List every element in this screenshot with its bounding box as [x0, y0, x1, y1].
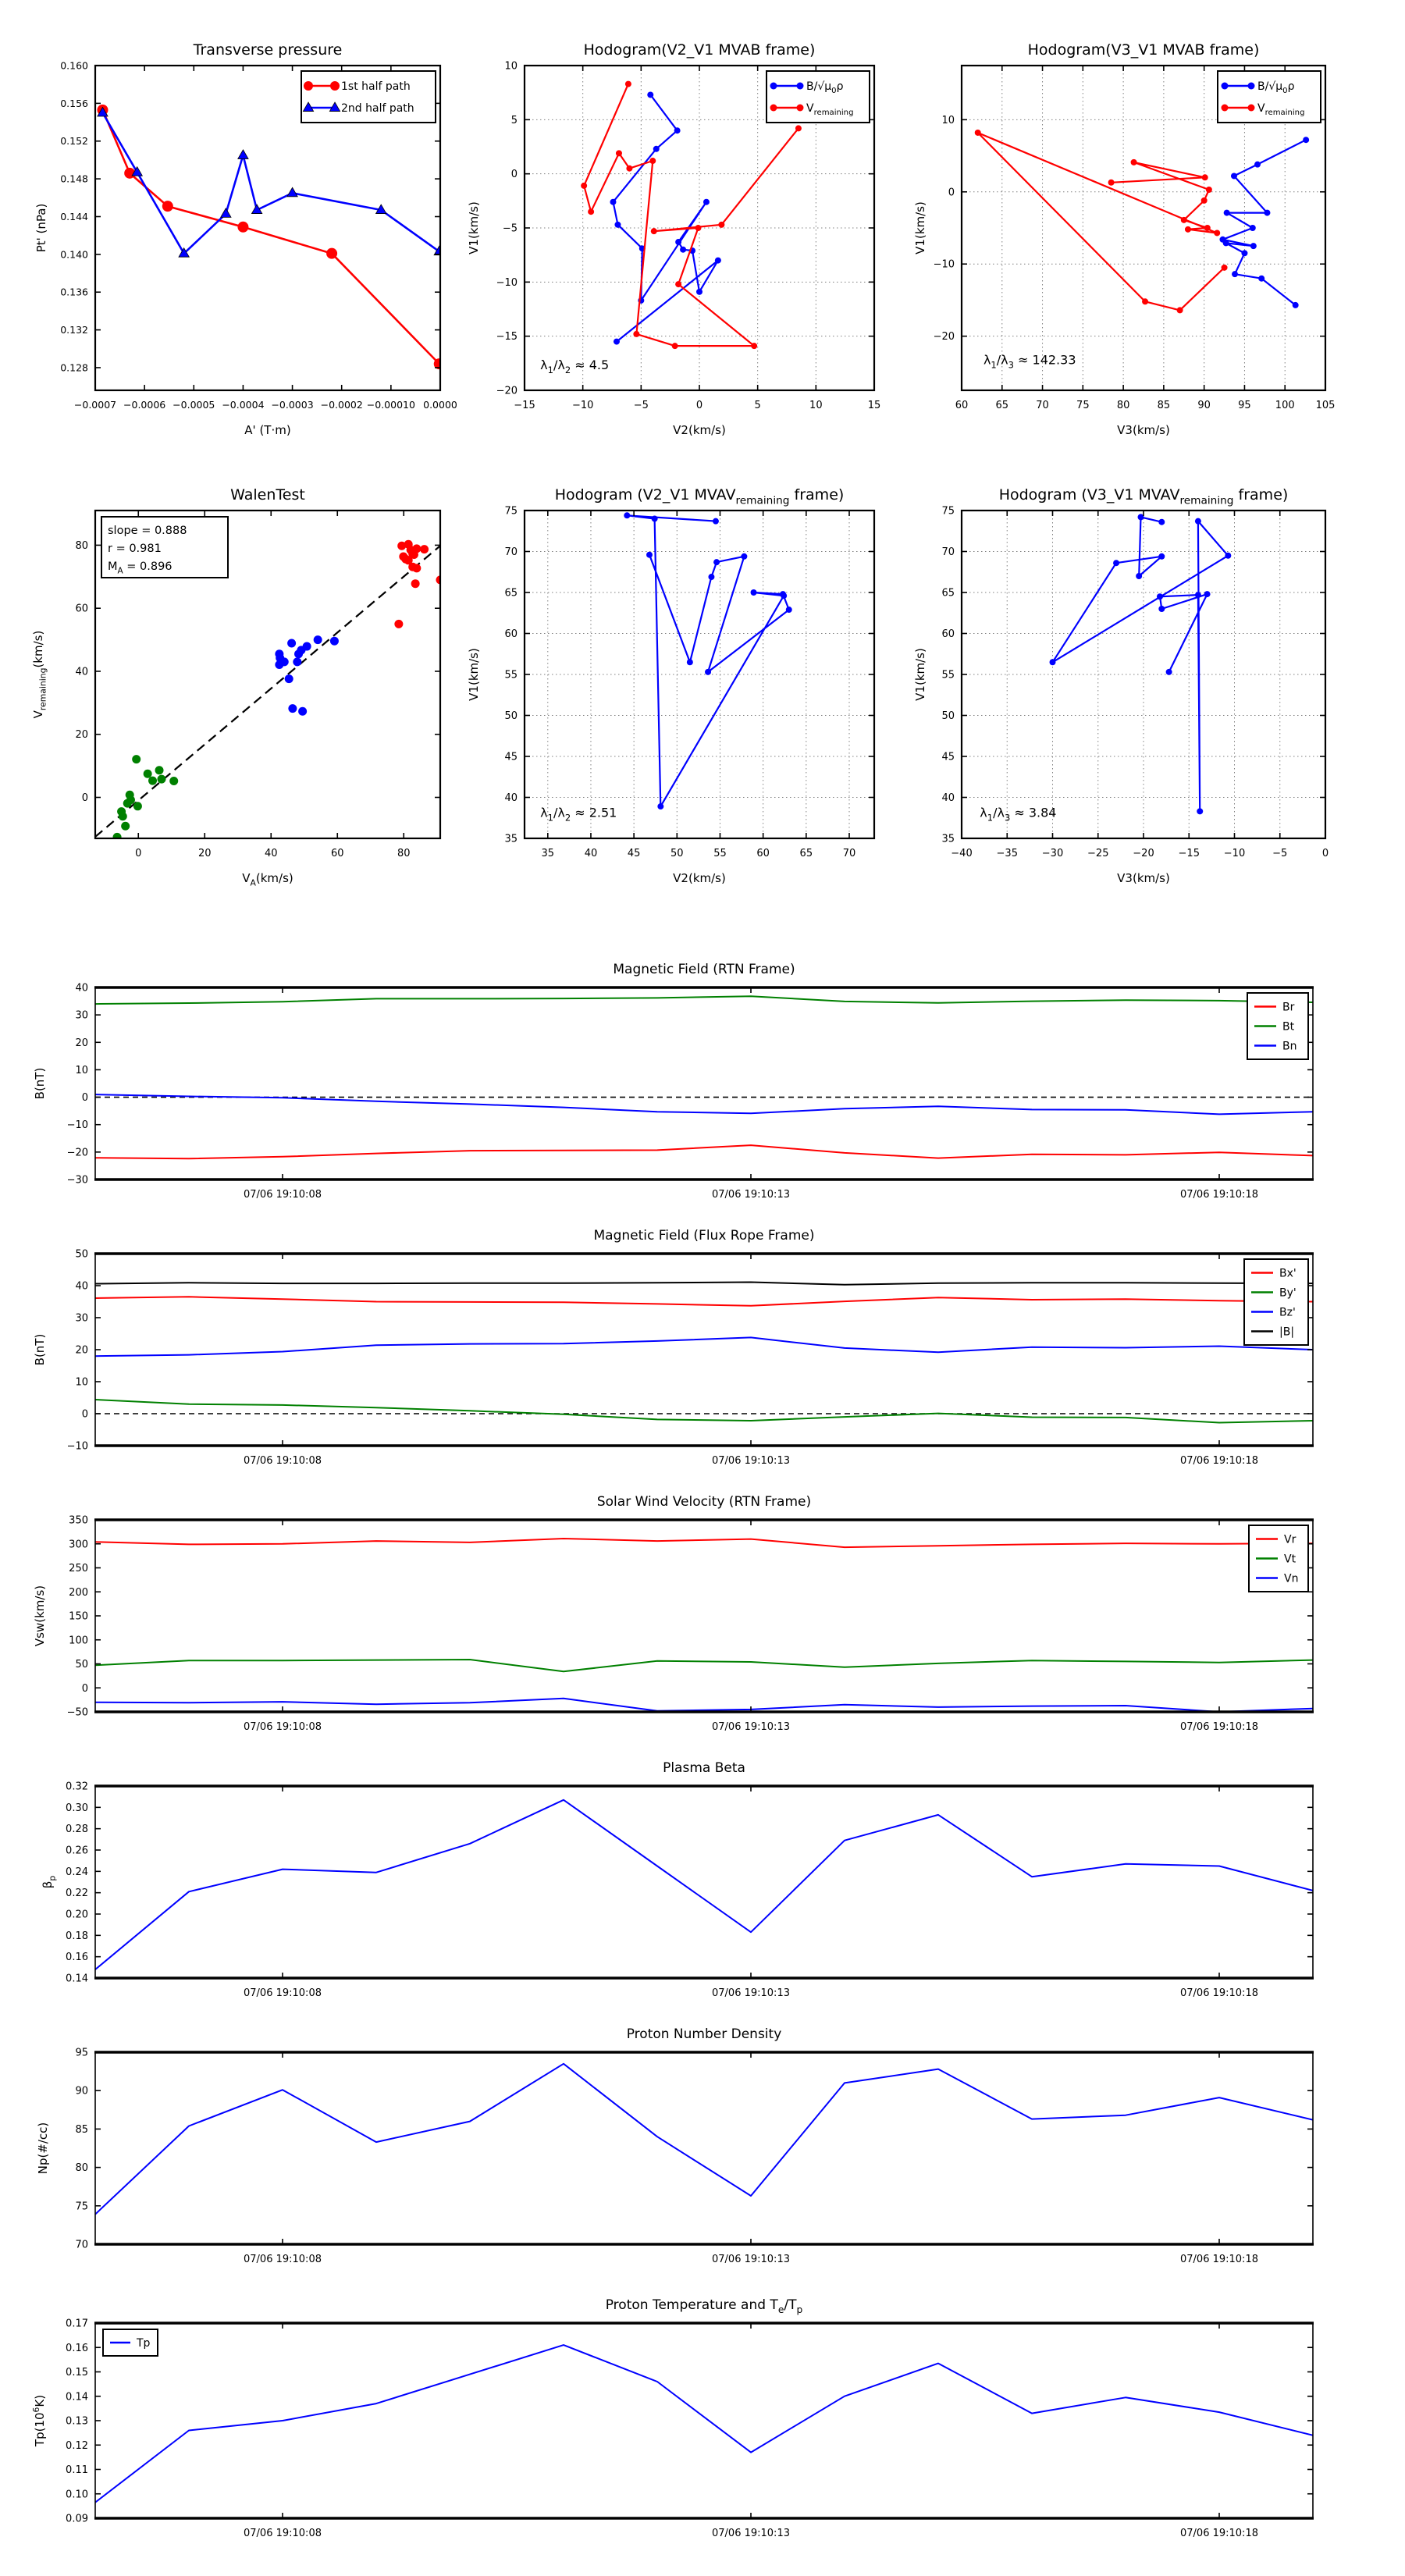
chart-title: WalenTest	[230, 486, 305, 503]
y-tick-label: 10	[75, 1376, 88, 1389]
plot-area	[95, 996, 1313, 1158]
series-b-0	[1219, 137, 1309, 308]
y-tick-label: 0.32	[66, 1781, 88, 1793]
y-tick-label: 0.24	[66, 1866, 88, 1878]
legend-box	[1247, 993, 1308, 1059]
y-tick-label: 0.15	[66, 2367, 88, 2379]
x-tick-label: 105	[1315, 400, 1336, 411]
y-tick-label: 35	[941, 833, 955, 845]
y-tick-label: 50	[941, 710, 955, 722]
series-v-remaining	[975, 130, 1228, 313]
y-tick-label: 0.160	[60, 59, 88, 72]
y-axis-label: Pt' (nPa)	[34, 203, 48, 253]
y-tick-label: −30	[66, 1174, 88, 1187]
x-tick-label: 07/06 19:10:18	[1180, 2528, 1258, 2539]
y-tick-label: 80	[75, 539, 88, 552]
y-tick-label: 350	[69, 1514, 88, 1527]
y-tick-label: 200	[69, 1586, 88, 1599]
series-cluster-blue	[275, 635, 339, 716]
x-tick-label: 07/06 19:10:13	[712, 2528, 790, 2539]
y-tick-label: 0.128	[60, 361, 88, 374]
y-tick-label: 40	[75, 1280, 88, 1293]
y-tick-label: 0	[81, 792, 88, 804]
axis-ticks	[95, 987, 1313, 1179]
x-tick-label: −30	[1041, 848, 1064, 859]
y-tick-label: −10	[496, 276, 518, 289]
y-axis-label: B(nT)	[33, 1067, 47, 1100]
x-tick-label: 07/06 19:10:13	[712, 1455, 790, 1467]
axes-frame	[95, 1520, 1313, 1712]
x-tick-label: 40	[584, 848, 598, 859]
legend-label: Br	[1282, 1001, 1295, 1014]
y-tick-label: 65	[504, 587, 518, 600]
series-vt	[95, 1660, 1313, 1671]
y-tick-label: 0.132	[60, 324, 88, 336]
series-1st-half-path	[97, 105, 444, 369]
panel-transverse-pressure	[23, 17, 461, 454]
x-tick-label: 70	[842, 848, 856, 859]
y-tick-label: 0.16	[66, 2342, 88, 2354]
chart-vsw-rtn-svg	[23, 1481, 1382, 1747]
x-tick-label: 60	[955, 400, 969, 411]
lambda-annotation: $\lambda_1/\lambda_2 \approx 4.5$	[540, 357, 610, 375]
y-tick-label: 45	[504, 751, 518, 763]
x-tick-label: 65	[995, 400, 1009, 411]
y-tick-label: 85	[75, 2123, 88, 2136]
y-tick-label: 0.18	[66, 1930, 88, 1942]
legend-box	[1218, 71, 1321, 123]
legend-box	[767, 71, 870, 123]
x-tick-label: 20	[197, 848, 212, 859]
y-tick-label: 0.10	[66, 2489, 88, 2501]
series-bx	[95, 1297, 1313, 1306]
y-tick-label: 0	[948, 187, 955, 199]
series-fit-line	[95, 546, 440, 837]
y-tick-label: 65	[941, 587, 955, 600]
x-tick-label: 07/06 19:10:08	[244, 2528, 322, 2539]
panel-proton-temp	[23, 2279, 1382, 2560]
legend-label: Bn	[1282, 1040, 1297, 1053]
series-bt	[95, 996, 1313, 1004]
x-tick-label: −0.0004	[222, 399, 265, 411]
y-tick-label: −10	[933, 258, 955, 271]
legend-label: 1st half path	[341, 80, 411, 93]
axis-ticks	[95, 1786, 1313, 1978]
series-br	[95, 1145, 1313, 1158]
x-tick-label: 07/06 19:10:18	[1180, 1189, 1258, 1201]
y-tick-label: −20	[66, 1147, 88, 1159]
panel-walen-test	[23, 454, 461, 899]
plot-area	[95, 1800, 1313, 1969]
y-tick-label: −20	[496, 385, 518, 397]
x-tick-label: 50	[670, 848, 684, 859]
panel-hodogram-v2v1-mvav	[461, 454, 898, 899]
axis-ticks	[95, 2052, 1313, 2244]
chart-proton-density-svg	[23, 2013, 1382, 2279]
x-tick-label: −0.0002	[320, 399, 363, 411]
x-tick-label: 65	[799, 848, 813, 859]
x-tick-label: 0.0000	[423, 399, 457, 411]
x-tick-label: −40	[951, 848, 973, 859]
y-tick-label: 10	[75, 1064, 88, 1076]
series-v-hodogram	[624, 512, 791, 809]
y-tick-label: 10	[504, 60, 518, 73]
y-tick-label: 80	[75, 2162, 88, 2175]
y-tick-label: 150	[69, 1610, 88, 1623]
legend-label: $V_{remaining}$	[1257, 101, 1305, 118]
y-tick-label: 0.12	[66, 2439, 88, 2452]
y-axis-label: V1(km/s)	[467, 648, 481, 701]
x-axis-label: A' (T·m)	[244, 423, 291, 437]
y-tick-label: 95	[75, 2047, 88, 2059]
y-tick-label: 55	[504, 669, 518, 681]
y-tick-label: 70	[941, 546, 955, 558]
y-axis-label: $Tp(10^6K)$	[31, 2394, 47, 2447]
plot-area	[97, 105, 444, 369]
y-tick-label: 0.30	[66, 1802, 88, 1814]
x-tick-label: 07/06 19:10:08	[244, 1189, 322, 1201]
y-tick-label: 0.13	[66, 2415, 88, 2428]
x-axis-label: V3(km/s)	[1117, 423, 1170, 437]
chart-title: Plasma Beta	[663, 1760, 745, 1776]
x-tick-label: 07/06 19:10:13	[712, 1721, 790, 1733]
series-vr	[95, 1539, 1313, 1547]
chart-hodogram-v2v1-mvav-svg	[461, 454, 898, 899]
y-tick-label: 0.17	[66, 2318, 88, 2330]
y-tick-label: 100	[69, 1635, 88, 1647]
x-tick-label: 85	[1157, 400, 1171, 411]
y-tick-label: 20	[75, 1037, 88, 1049]
y-tick-label: 0.140	[60, 248, 88, 261]
axes-frame	[95, 2052, 1313, 2244]
y-tick-label: 75	[504, 505, 518, 518]
panel-b-fluxrope	[23, 1215, 1382, 1481]
chart-title: Hodogram(V3_V1 MVAB frame)	[1027, 41, 1260, 59]
chart-proton-temp-svg	[23, 2279, 1382, 2560]
chart-title: Proton Temperature and $T_e/T_p$	[605, 2297, 803, 2316]
y-tick-label: 60	[941, 628, 955, 640]
x-tick-label: 55	[713, 848, 727, 859]
x-tick-label: 80	[397, 848, 411, 859]
x-tick-label: 07/06 19:10:13	[712, 1987, 790, 1999]
legend-label: Vn	[1284, 1572, 1299, 1585]
y-tick-label: 0.14	[66, 1973, 88, 1985]
x-tick-label: −0.0003	[271, 399, 314, 411]
legend-box	[103, 2329, 158, 2356]
legend-label: Bt	[1282, 1020, 1295, 1034]
y-tick-label: 0	[81, 1092, 88, 1105]
x-tick-label: 90	[1197, 400, 1211, 411]
y-tick-label: 40	[941, 792, 955, 804]
lambda-annotation: $\lambda_1/\lambda_3 \approx 3.84$	[980, 805, 1057, 824]
x-tick-label: 0	[1321, 848, 1329, 859]
chart-title: Solar Wind Velocity (RTN Frame)	[596, 1494, 812, 1510]
legend-label: $B/√\mu_0\rho$	[1257, 80, 1295, 96]
y-tick-label: 60	[75, 603, 88, 615]
chart-b-rtn-svg	[23, 948, 1382, 1215]
stats-line: r = 0.981	[108, 543, 162, 555]
x-tick-label: 15	[867, 400, 881, 411]
y-tick-label: 70	[504, 546, 518, 558]
lambda-annotation: $\lambda_1/\lambda_2 \approx 2.51$	[540, 805, 617, 824]
chart-title: Magnetic Field (RTN Frame)	[613, 962, 795, 977]
y-tick-label: 0.144	[60, 210, 88, 222]
legend-label: Bz'	[1279, 1306, 1296, 1319]
y-tick-label: 40	[504, 792, 518, 804]
legend-box	[1249, 1525, 1308, 1592]
series-bz	[95, 1337, 1313, 1356]
y-tick-label: 90	[75, 2085, 88, 2097]
y-tick-label: 0.152	[60, 135, 88, 148]
series-beta-p	[95, 1800, 1313, 1969]
panel-vsw-rtn	[23, 1481, 1382, 1747]
y-tick-label: 10	[941, 114, 955, 126]
series-b	[95, 1283, 1313, 1285]
x-tick-label: 07/06 19:10:13	[712, 1189, 790, 1201]
y-axis-label: V1(km/s)	[913, 201, 927, 254]
x-tick-label: 07/06 19:10:18	[1180, 1455, 1258, 1467]
x-tick-label: 60	[330, 848, 344, 859]
y-tick-label: 30	[75, 1312, 88, 1325]
legend-label: 2nd half path	[341, 101, 414, 115]
lambda-annotation: $\lambda_1/\lambda_3 \approx 142.33$	[983, 352, 1076, 371]
y-tick-label: −10	[66, 1440, 88, 1453]
series-cluster-red	[394, 540, 444, 628]
axes-frame	[95, 987, 1313, 1179]
x-tick-label: −15	[1178, 848, 1200, 859]
stats-line: slope = 0.888	[108, 525, 187, 537]
y-axis-label: $\beta_p$	[41, 1875, 58, 1889]
x-axis-label: V2(km/s)	[673, 423, 726, 437]
y-tick-label: 55	[941, 669, 955, 681]
chart-title: Transverse pressure	[193, 41, 343, 59]
legend-label: By'	[1279, 1286, 1297, 1300]
x-tick-label: 35	[541, 848, 555, 859]
y-tick-label: 45	[941, 751, 955, 763]
x-tick-label: −0.00010	[366, 399, 415, 411]
plot-area	[95, 1539, 1313, 1712]
x-tick-label: −20	[1133, 848, 1154, 859]
series-by	[95, 1400, 1313, 1423]
y-axis-label: $V_{remaining}(km/s)$	[31, 630, 48, 719]
chart-hodogram-v3v1-mvav-svg	[913, 454, 1403, 899]
legend-label: $V_{remaining}$	[806, 101, 854, 118]
y-tick-label: 0	[81, 1408, 88, 1421]
stats-line: $M_A = 0.896$	[108, 560, 173, 576]
x-tick-label: 07/06 19:10:08	[244, 1987, 322, 1999]
x-axis-label: $V_A(km/s)$	[242, 871, 293, 888]
y-tick-label: 60	[504, 628, 518, 640]
panel-hodogram-v3v1-mvab	[913, 17, 1403, 454]
y-tick-label: 0.09	[66, 2513, 88, 2525]
y-tick-label: 20	[75, 729, 88, 742]
x-tick-label: 07/06 19:10:08	[244, 2254, 322, 2265]
stats-box	[101, 517, 228, 578]
y-tick-label: 40	[75, 666, 88, 678]
x-tick-label: −0.0007	[73, 399, 117, 411]
y-tick-label: 50	[504, 710, 518, 722]
y-tick-label: 30	[75, 1009, 88, 1022]
x-tick-label: −25	[1087, 848, 1109, 859]
chart-b-fluxrope-svg	[23, 1215, 1382, 1481]
x-tick-label: −5	[1272, 848, 1288, 859]
y-tick-label: −15	[496, 331, 518, 343]
x-tick-label: 07/06 19:10:18	[1180, 1987, 1258, 1999]
x-axis-label: V2(km/s)	[673, 871, 726, 885]
plot-area	[95, 2345, 1313, 2503]
chart-title: Hodogram (V3_V1 $MVAV_{remaining}$ frame)	[998, 486, 1289, 507]
series-v-hodogram	[1050, 514, 1232, 814]
y-tick-label: 0	[81, 1682, 88, 1695]
grid-lines	[525, 511, 874, 838]
plot-area	[624, 512, 791, 809]
y-tick-label: 50	[75, 1248, 88, 1261]
panel-hodogram-v2v1-mvab	[461, 17, 898, 454]
y-tick-label: 40	[75, 982, 88, 994]
y-tick-label: 300	[69, 1539, 88, 1551]
y-tick-label: 20	[75, 1344, 88, 1357]
x-tick-label: 60	[756, 848, 770, 859]
y-tick-label: −50	[66, 1706, 88, 1719]
y-tick-label: −20	[933, 331, 955, 343]
y-tick-label: 0.16	[66, 1952, 88, 1964]
series-b-0	[610, 91, 720, 344]
y-tick-label: 0	[510, 169, 518, 181]
x-axis-label: V3(km/s)	[1117, 871, 1170, 885]
y-axis-label: Np(#/cc)	[36, 2122, 50, 2175]
x-tick-label: 0	[695, 400, 703, 411]
y-tick-label: 0.20	[66, 1909, 88, 1921]
x-tick-label: 95	[1238, 400, 1251, 411]
legend-label: Vr	[1284, 1533, 1297, 1546]
y-axis-label: Vsw(km/s)	[33, 1585, 47, 1647]
plot-area	[1050, 514, 1232, 814]
chart-title: Magnetic Field (Flux Rope Frame)	[593, 1228, 815, 1244]
x-tick-label: 07/06 19:10:08	[244, 1721, 322, 1733]
x-tick-label: 75	[1076, 400, 1090, 411]
y-tick-label: 5	[510, 114, 518, 126]
x-tick-label: −0.0006	[123, 399, 166, 411]
y-tick-label: 250	[69, 1563, 88, 1574]
x-tick-label: 07/06 19:10:18	[1180, 2254, 1258, 2265]
y-tick-label: 35	[504, 833, 518, 845]
y-axis-label: V1(km/s)	[467, 201, 481, 254]
x-tick-label: 0	[135, 848, 142, 859]
y-axis-label: B(nT)	[33, 1333, 47, 1366]
legend-label: Tp	[137, 2336, 151, 2350]
chart-hodogram-v2v1-mvab-svg	[461, 17, 898, 454]
x-tick-label: 45	[627, 848, 641, 859]
x-tick-label: −10	[571, 400, 594, 411]
y-tick-label: 0.26	[66, 1845, 88, 1857]
x-tick-label: 40	[264, 848, 278, 859]
series-vn	[95, 1699, 1313, 1712]
x-tick-label: −0.0005	[173, 399, 215, 411]
y-tick-label: 70	[75, 2239, 88, 2251]
legend-label: $B/√\mu_0\rho$	[806, 80, 844, 96]
y-tick-label: 0.11	[66, 2464, 88, 2476]
chart-transverse-pressure-svg	[23, 17, 461, 454]
y-tick-label: 0.136	[60, 286, 88, 298]
y-tick-label: 0.22	[66, 1888, 88, 1900]
series-cluster-green	[113, 755, 179, 841]
panel-plasma-beta	[23, 1747, 1382, 2013]
y-tick-label: 50	[75, 1659, 88, 1670]
y-tick-label: 75	[941, 505, 955, 518]
x-tick-label: 70	[1036, 400, 1049, 411]
legend-label: Bx'	[1279, 1267, 1297, 1280]
x-tick-label: 07/06 19:10:18	[1180, 1721, 1258, 1733]
y-tick-label: 0.28	[66, 1823, 88, 1836]
x-tick-label: 100	[1275, 400, 1295, 411]
panel-proton-density	[23, 2013, 1382, 2279]
chart-title: Proton Number Density	[626, 2026, 782, 2042]
x-tick-label: 80	[1116, 400, 1130, 411]
y-axis-label: V1(km/s)	[913, 648, 927, 701]
chart-title: Hodogram (V2_V1 $MVAV_{remaining}$ frame)	[554, 486, 845, 507]
axes-frame	[95, 1786, 1313, 1978]
series-np	[95, 2064, 1313, 2215]
x-tick-label: −10	[1223, 848, 1246, 859]
panel-hodogram-v3v1-mvav	[913, 454, 1403, 899]
y-tick-label: 75	[75, 2201, 88, 2213]
series-tp	[95, 2345, 1313, 2503]
legend-box	[301, 71, 436, 123]
y-tick-label: −10	[66, 1119, 88, 1132]
chart-plasma-beta-svg	[23, 1747, 1382, 2013]
y-tick-label: −5	[502, 222, 518, 235]
plot-area	[975, 130, 1309, 313]
legend-label: Vt	[1284, 1553, 1297, 1566]
plot-area	[95, 2064, 1313, 2215]
y-tick-label: 0.156	[60, 97, 88, 109]
chart-walen-test-svg	[23, 454, 461, 899]
x-tick-label: 07/06 19:10:13	[712, 2254, 790, 2265]
legend-box	[1244, 1259, 1308, 1345]
x-tick-label: −5	[633, 400, 649, 411]
plot-area	[95, 540, 445, 841]
plot-area	[95, 1283, 1313, 1423]
panel-b-rtn	[23, 948, 1382, 1215]
y-tick-label: 0.148	[60, 173, 88, 185]
y-tick-label: 0.14	[66, 2391, 88, 2403]
axis-ticks	[95, 1520, 1313, 1712]
legend-label: |B|	[1279, 1325, 1295, 1339]
x-tick-label: 07/06 19:10:08	[244, 1455, 322, 1467]
x-tick-label: −15	[514, 400, 535, 411]
x-tick-label: 10	[809, 400, 823, 411]
chart-hodogram-v3v1-mvab-svg	[913, 17, 1403, 454]
chart-title: Hodogram(V2_V1 MVAB frame)	[583, 41, 816, 59]
x-tick-label: −35	[996, 848, 1018, 859]
x-tick-label: 5	[754, 400, 761, 411]
